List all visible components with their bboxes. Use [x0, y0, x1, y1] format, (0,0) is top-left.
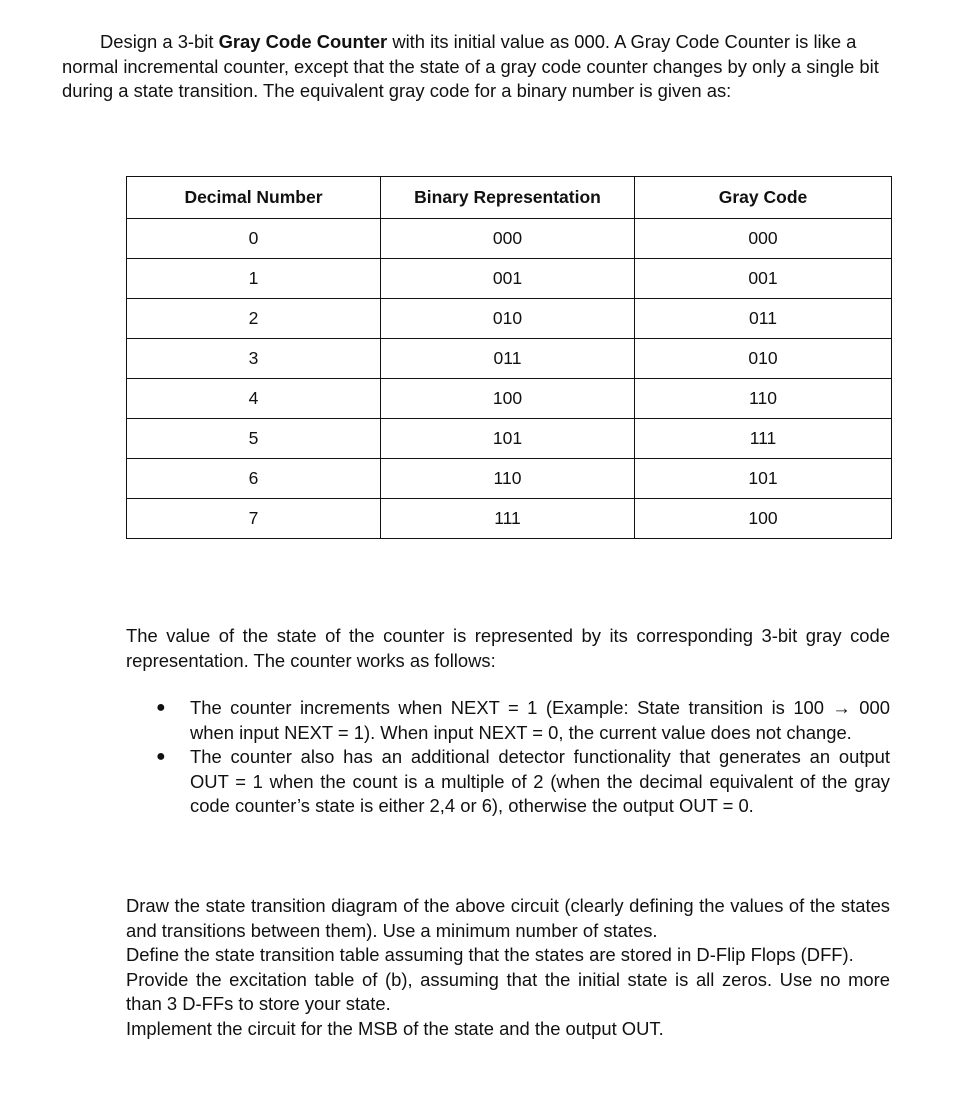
- table-row: [127, 379, 892, 419]
- cell-decimal: 5: [127, 419, 381, 459]
- cell-gray: 110: [635, 379, 892, 419]
- gray-code-table: [126, 176, 892, 539]
- cell-binary: 111: [381, 499, 635, 539]
- cell-decimal: 0: [127, 219, 381, 259]
- cell-decimal: 6: [127, 459, 381, 499]
- table-row: [127, 459, 892, 499]
- cell-gray: 000: [635, 219, 892, 259]
- header-binary: Binary Representation: [381, 177, 635, 219]
- cell-decimal: 4: [127, 379, 381, 419]
- table-header-row: [127, 177, 892, 219]
- state-description-paragraph: The value of the state of the counter is represented by its corresponding 3-bit gray code representation. The counter works as follows:: [126, 625, 890, 671]
- table-row: [127, 419, 892, 459]
- task-transition-table: Define the state transition table assuming that the states are stored in D-Flip Flops (DFF).: [126, 944, 854, 965]
- cell-binary: 011: [381, 339, 635, 379]
- table-row: [127, 259, 892, 299]
- task-list: [126, 894, 890, 1041]
- table-row: [127, 219, 892, 259]
- table-row: [127, 499, 892, 539]
- cell-decimal: 7: [127, 499, 381, 539]
- cell-binary: 101: [381, 419, 635, 459]
- cell-gray: 111: [635, 419, 892, 459]
- cell-gray: 101: [635, 459, 892, 499]
- task-implement-circuit: Implement the circuit for the MSB of the state and the output OUT.: [126, 1017, 664, 1039]
- header-decimal: Decimal Number: [127, 177, 381, 219]
- table-row: [127, 299, 892, 339]
- table-row: [127, 339, 892, 379]
- task-excitation-table: Provide the excitation table of (b), assuming that the initial state is all zeros. Use no more than 3 D-FFs to store your state.: [126, 968, 890, 1014]
- intro-text-start: Design a 3-bit: [100, 31, 219, 52]
- cell-decimal: 2: [127, 299, 381, 339]
- cell-binary: 001: [381, 259, 635, 299]
- cell-gray: 011: [635, 299, 892, 339]
- intro-paragraph: [62, 30, 902, 104]
- intro-text-end: with its initial value as 000. A Gray Code Counter is like a normal incremental counter, except that the state of a gray code counter changes by only a single bit during a state transition. The equivalent gray code for a binary number is given as:: [62, 31, 879, 101]
- header-gray: Gray Code: [635, 177, 892, 219]
- bullet-text-detector: The counter also has an additional detector functionality that generates an output OUT = 1 when the count is a multiple of 2 (when the decimal equivalent of the gray code counter’s state is either 2,4 or 6), otherwise the output OUT = 0.: [190, 746, 890, 816]
- bullet-text-increment: The counter increments when NEXT = 1 (Example: State transition is 100 → 000 when input NEXT = 1). When input NEXT = 0, the current value does not change.: [190, 697, 890, 743]
- cell-gray: 010: [635, 339, 892, 379]
- task-state-diagram: Draw the state transition diagram of the above circuit (clearly defining the values of the states and transitions between them). Use a minimum number of states.: [126, 895, 890, 941]
- cell-gray: 001: [635, 259, 892, 299]
- bullet-dot-icon: ●: [156, 748, 166, 765]
- cell-gray: 100: [635, 499, 892, 539]
- list-item: [126, 696, 890, 745]
- cell-binary: 110: [381, 459, 635, 499]
- bullet-dot-icon: ●: [156, 699, 166, 716]
- cell-decimal: 1: [127, 259, 381, 299]
- intro-bold-term: Gray Code Counter: [218, 31, 388, 52]
- list-item: [126, 745, 890, 819]
- cell-binary: 010: [381, 299, 635, 339]
- counter-behavior-list: [126, 696, 890, 819]
- cell-decimal: 3: [127, 339, 381, 379]
- cell-binary: 000: [381, 219, 635, 259]
- cell-binary: 100: [381, 379, 635, 419]
